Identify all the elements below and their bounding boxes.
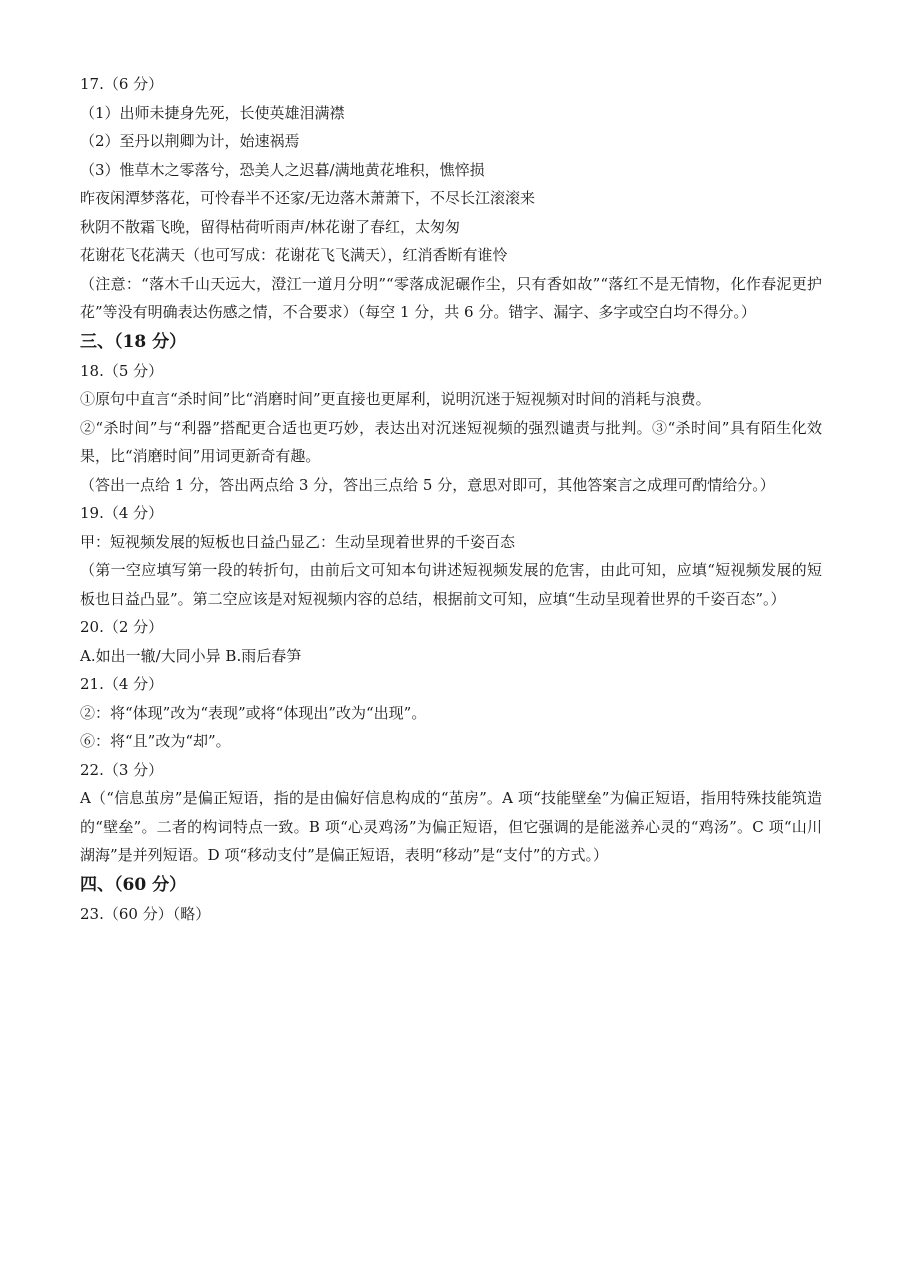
q17-item-4: 昨夜闲潭梦落花，可怜春半不还家/无边落木萧萧下，不尽长江滚滚来 <box>80 189 536 207</box>
q17-note: （注意：“落木千山天远大，澄江一道月分明”“零落成泥碾作尘，只有香如故”“落红不是无情物，化作春泥更护花”等没有明确表达伤感之情，不合要求）（每空 1 分，共 6 分。错字、漏字、多字或空白均不得分。） <box>80 274 822 321</box>
q18-note: （答出一点给 1 分，答出两点给 3 分，答出三点给 5 分，意思对即可，其他答案言之成理可酌情给分。） <box>80 475 775 494</box>
q22-title: 22.（3 分） <box>80 760 164 779</box>
answer-document <box>80 70 822 928</box>
q23-title: 23.（60 分）（略） <box>80 904 211 923</box>
q21-title: 21.（4 分） <box>80 675 164 693</box>
q17-item-6: 花谢花飞花满天（也可写成：花谢花飞飞满天），红消香断有谁怜 <box>80 246 508 264</box>
q21-answer-2: ⑥：将“且”改为“却”。 <box>80 732 231 750</box>
q20-answer: A.如出一辙/大同小异 B.雨后春笋 <box>80 646 302 665</box>
q18-answer-1: ①原句中直言“杀时间”比“消磨时间”更直接也更犀利，说明沉迷于短视频对时间的消耗与浪费。 <box>80 390 711 408</box>
q19-answer: 甲：短视频发展的短板也日益凸显乙：生动呈现着世界的千姿百态 <box>80 532 516 551</box>
q19-title: 19.（4 分） <box>80 504 164 522</box>
q20-title: 20.（2 分） <box>80 618 164 636</box>
section-4-heading: 四、（60 分） <box>80 874 187 895</box>
q22-answer: A（“信息茧房”是偏正短语，指的是由偏好信息构成的“茧房”。A 项“技能壁垒”为偏正短语，指用特殊技能筑造的“壁垒”。二者的构词特点一致。B 项“心灵鸡汤”为偏正短语，但它强调的是能滋养心灵的“鸡汤”。C 项“山川湖海”是并列短语。D 项“移动支付”是偏正短语，表明“移动”是“支付”的方式。） <box>80 789 822 864</box>
q17-title: 17.（6 分） <box>80 75 164 93</box>
q18-title: 18.（5 分） <box>80 361 164 380</box>
q17-item-5: 秋阴不散霜飞晚，留得枯荷听雨声/林花谢了春红，太匆匆 <box>80 217 461 236</box>
section-3-heading: 三、（18 分） <box>80 331 187 352</box>
q17-item-2: （2）至丹以荆卿为计，始速祸焉 <box>80 132 300 150</box>
q18-answer-2: ②“杀时间”与“利器”搭配更合适也更巧妙，表达出对沉迷短视频的强烈谴责与批判。③“杀时间”具有陌生化效果，比“消磨时间”用词更新奇有趣。 <box>80 418 822 465</box>
q19-note: （第一空应填写第一段的转折句，由前后文可知本句讲述短视频发展的危害，由此可知，应填“短视频发展的短板也日益凸显”。第二空应该是对短视频内容的总结，根据前文可知，应填“生动呈现着世界的千姿百态”。） <box>80 561 822 608</box>
q17-item-1: （1）出师未捷身先死，长使英雄泪满襟 <box>80 103 345 122</box>
q21-answer-1: ②：将“体现”改为“表现”或将“体现出”改为“出现”。 <box>80 703 427 722</box>
q17-item-3: （3）惟草木之零落兮，恐美人之迟暮/满地黄花堆积，憔悴损 <box>80 160 485 179</box>
